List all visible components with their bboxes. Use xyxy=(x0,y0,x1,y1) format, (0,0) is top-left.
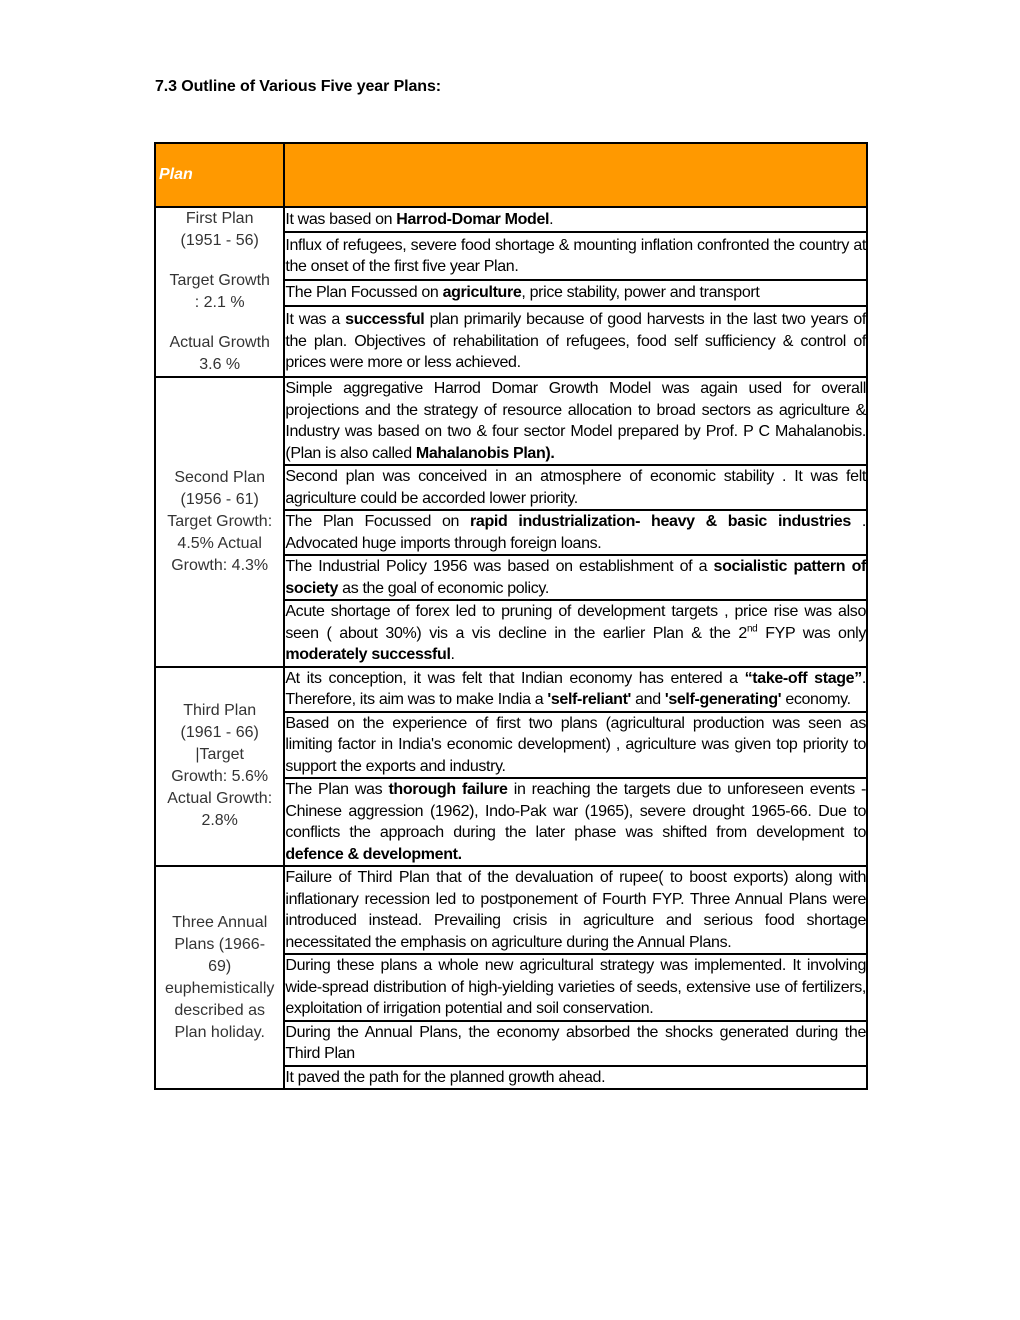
body-text: The Plan Focussed on xyxy=(285,284,443,302)
body-text: The Industrial Policy 1956 was based on establishment of a xyxy=(285,558,714,575)
plan-point-cell xyxy=(284,510,867,555)
plan-label-line: Actual Growth: xyxy=(167,790,273,808)
body-text: Based on the experience of first two plans (agricultural production was seen as limiting factor in India's economic development) , agriculture was given top priority to support the exports and industry. xyxy=(285,714,866,775)
emphasis-text: successful xyxy=(345,311,425,329)
plan-label-line: 2.8% xyxy=(201,812,238,830)
plan-point-cell xyxy=(284,600,867,667)
plan-label-line: Target Growth xyxy=(169,272,270,289)
body-text: Failure of Third Plan that of the devaluation of rupee( to boost exports) along with inflationary recession led to postponement of Fourth FYP. Three Annual Plans were introduced instead. Prevailing crisis in agriculture and serious food shortage necessitated the emphasis on agriculture during the Annual Plans. xyxy=(285,869,866,951)
body-text: Influx of refugees, severe food shortage & mounting inflation confronted the country at the onset of the first five year Plan. xyxy=(285,236,866,276)
body-text: During the Annual Plans, the economy absorbed the shocks generated during the Third Plan xyxy=(285,1023,866,1062)
body-text: Acute shortage of forex led to pruning of development targets , price rise was also seen ( about 30%) vis a vis decline in the earlier Plan & the 2 xyxy=(285,603,866,642)
body-text: The Plan was xyxy=(285,781,389,798)
plan-point-cell xyxy=(284,712,867,779)
five-year-plans-table xyxy=(154,142,868,1090)
spacer xyxy=(156,314,283,332)
plan-label-line: |Target xyxy=(195,746,244,764)
plan-point-cell xyxy=(284,778,867,866)
plan-point-cell xyxy=(284,232,867,280)
body-text: . Advocated huge imports through foreign loans. xyxy=(285,513,866,552)
plan-point-cell xyxy=(284,1021,867,1066)
plan-label-line: Growth: 5.6% xyxy=(171,768,269,786)
emphasis-text: moderately successful xyxy=(285,646,451,663)
table-row xyxy=(155,866,867,954)
plan-label-line: described as xyxy=(174,1001,266,1019)
body-text: . xyxy=(549,210,554,228)
plan-name-cell xyxy=(155,667,284,867)
plan-name-cell xyxy=(155,866,284,1089)
body-text: . Therefore, its aim was to make India a xyxy=(285,669,866,708)
body-text: It paved the path for the planned growth ahead. xyxy=(285,1068,606,1086)
body-text: in reaching the targets due to unforeseen events - Chinese aggression (1962), Indo-Pak war (1965), severe drought 1965-66. Due to conflicts the approach during the later phase was shifted from development to xyxy=(285,781,866,841)
emphasis-text: Mahalanobis Plan). xyxy=(415,444,555,462)
emphasis-text: agriculture xyxy=(442,284,522,302)
body-text: Simple aggregative Harrod Domar Growth Model was again used for overall projections and the strategy of resource allocation to broad sectors as agriculture & Industry was based on two & four sector Model prepared by Prof. P C Mahalanobis. (Plan is also called xyxy=(285,380,866,462)
plan-point-cell xyxy=(284,555,867,600)
emphasis-text: “take-off stage” xyxy=(744,669,862,687)
table-row xyxy=(155,667,867,712)
table-row xyxy=(155,377,867,465)
emphasis-text: defence & development. xyxy=(285,845,462,863)
plan-label-line: First Plan xyxy=(185,210,254,227)
body-text: and xyxy=(631,691,665,708)
plan-label-line: 69) xyxy=(208,957,232,975)
plan-point-cell xyxy=(284,1066,867,1090)
plan-label-line: (1956 - 61) xyxy=(180,490,259,508)
plan-name-cell xyxy=(155,377,284,667)
body-text: economy. xyxy=(781,691,851,708)
plan-label-line: Growth: 4.3% xyxy=(171,556,269,574)
plan-label-line: Actual Growth xyxy=(169,334,270,351)
section-title: 7.3 Outline of Various Five year Plans: xyxy=(155,78,441,95)
body-text: FYP was only xyxy=(757,624,866,642)
emphasis-text: thorough failure xyxy=(388,781,508,798)
plan-point-cell xyxy=(284,207,867,232)
body-text: During these plans a whole new agricultural strategy was implemented. It involving wide-spread distribution of high-yielding varieties of seeds, extensive use of fertilizers, exploitation of irrigation potential and soil conservation. xyxy=(285,957,866,1017)
body-text: It was a xyxy=(285,311,346,329)
header-label-plan: Plan xyxy=(159,166,193,183)
plan-label-line: euphemistically xyxy=(164,979,275,997)
plan-label-line: 3.6 % xyxy=(199,356,241,373)
emphasis-text: Harrod-Domar Model xyxy=(396,210,550,228)
plan-point-cell xyxy=(284,280,867,305)
emphasis-text: rapid industrialization- heavy & basic industries xyxy=(470,513,851,530)
emphasis-text: 'self-reliant' xyxy=(547,691,632,708)
plan-label-line: Three Annual xyxy=(172,913,268,931)
plan-label-line: Third Plan xyxy=(183,702,257,720)
body-text: plan primarily because of good harvests in the last two years of the plan. Objectives of rehabilitation of refugees, food self sufficiency & control of prices were more or less achieved. xyxy=(285,311,866,372)
plan-point-cell xyxy=(284,866,867,954)
plan-point-cell xyxy=(284,306,867,377)
body-text: At its conception, it was felt that Indian economy has entered a xyxy=(285,669,745,687)
plan-label-line: 4.5% Actual xyxy=(177,534,262,552)
body-text: Second plan was conceived in an atmosphere of economic stability . It was felt agriculture could be accorded lower priority. xyxy=(285,468,866,507)
body-text: as the goal of economic policy. xyxy=(338,579,549,597)
plan-label-line: Plan holiday. xyxy=(174,1023,265,1041)
header-cell-description xyxy=(284,143,867,207)
plan-label-line: Plans (1966- xyxy=(174,935,266,953)
plan-label-line: Second Plan xyxy=(174,468,266,486)
body-text: , price stability, power and transport xyxy=(521,284,760,302)
plan-point-cell xyxy=(284,667,867,712)
table-header-row xyxy=(155,143,867,207)
table-row xyxy=(155,207,867,232)
plan-label-line: (1961 - 66) xyxy=(180,724,259,742)
body-text: It was based on xyxy=(285,210,397,228)
body-text: . xyxy=(450,646,455,663)
body-text: The Plan Focussed on xyxy=(285,513,471,530)
emphasis-text: socialistic pattern of society xyxy=(285,558,867,597)
plan-name-cell xyxy=(155,207,284,377)
body-text: nd xyxy=(746,623,758,635)
plan-point-cell xyxy=(284,954,867,1021)
plan-point-cell xyxy=(284,465,867,510)
spacer xyxy=(156,252,283,270)
plan-label-line: (1951 - 56) xyxy=(180,232,259,249)
plan-label-line: : 2.1 % xyxy=(194,294,245,311)
plan-label-line: Target Growth: xyxy=(167,512,273,530)
emphasis-text: 'self-generating' xyxy=(664,691,782,708)
plan-point-cell xyxy=(284,377,867,465)
header-cell-plan xyxy=(155,143,284,207)
